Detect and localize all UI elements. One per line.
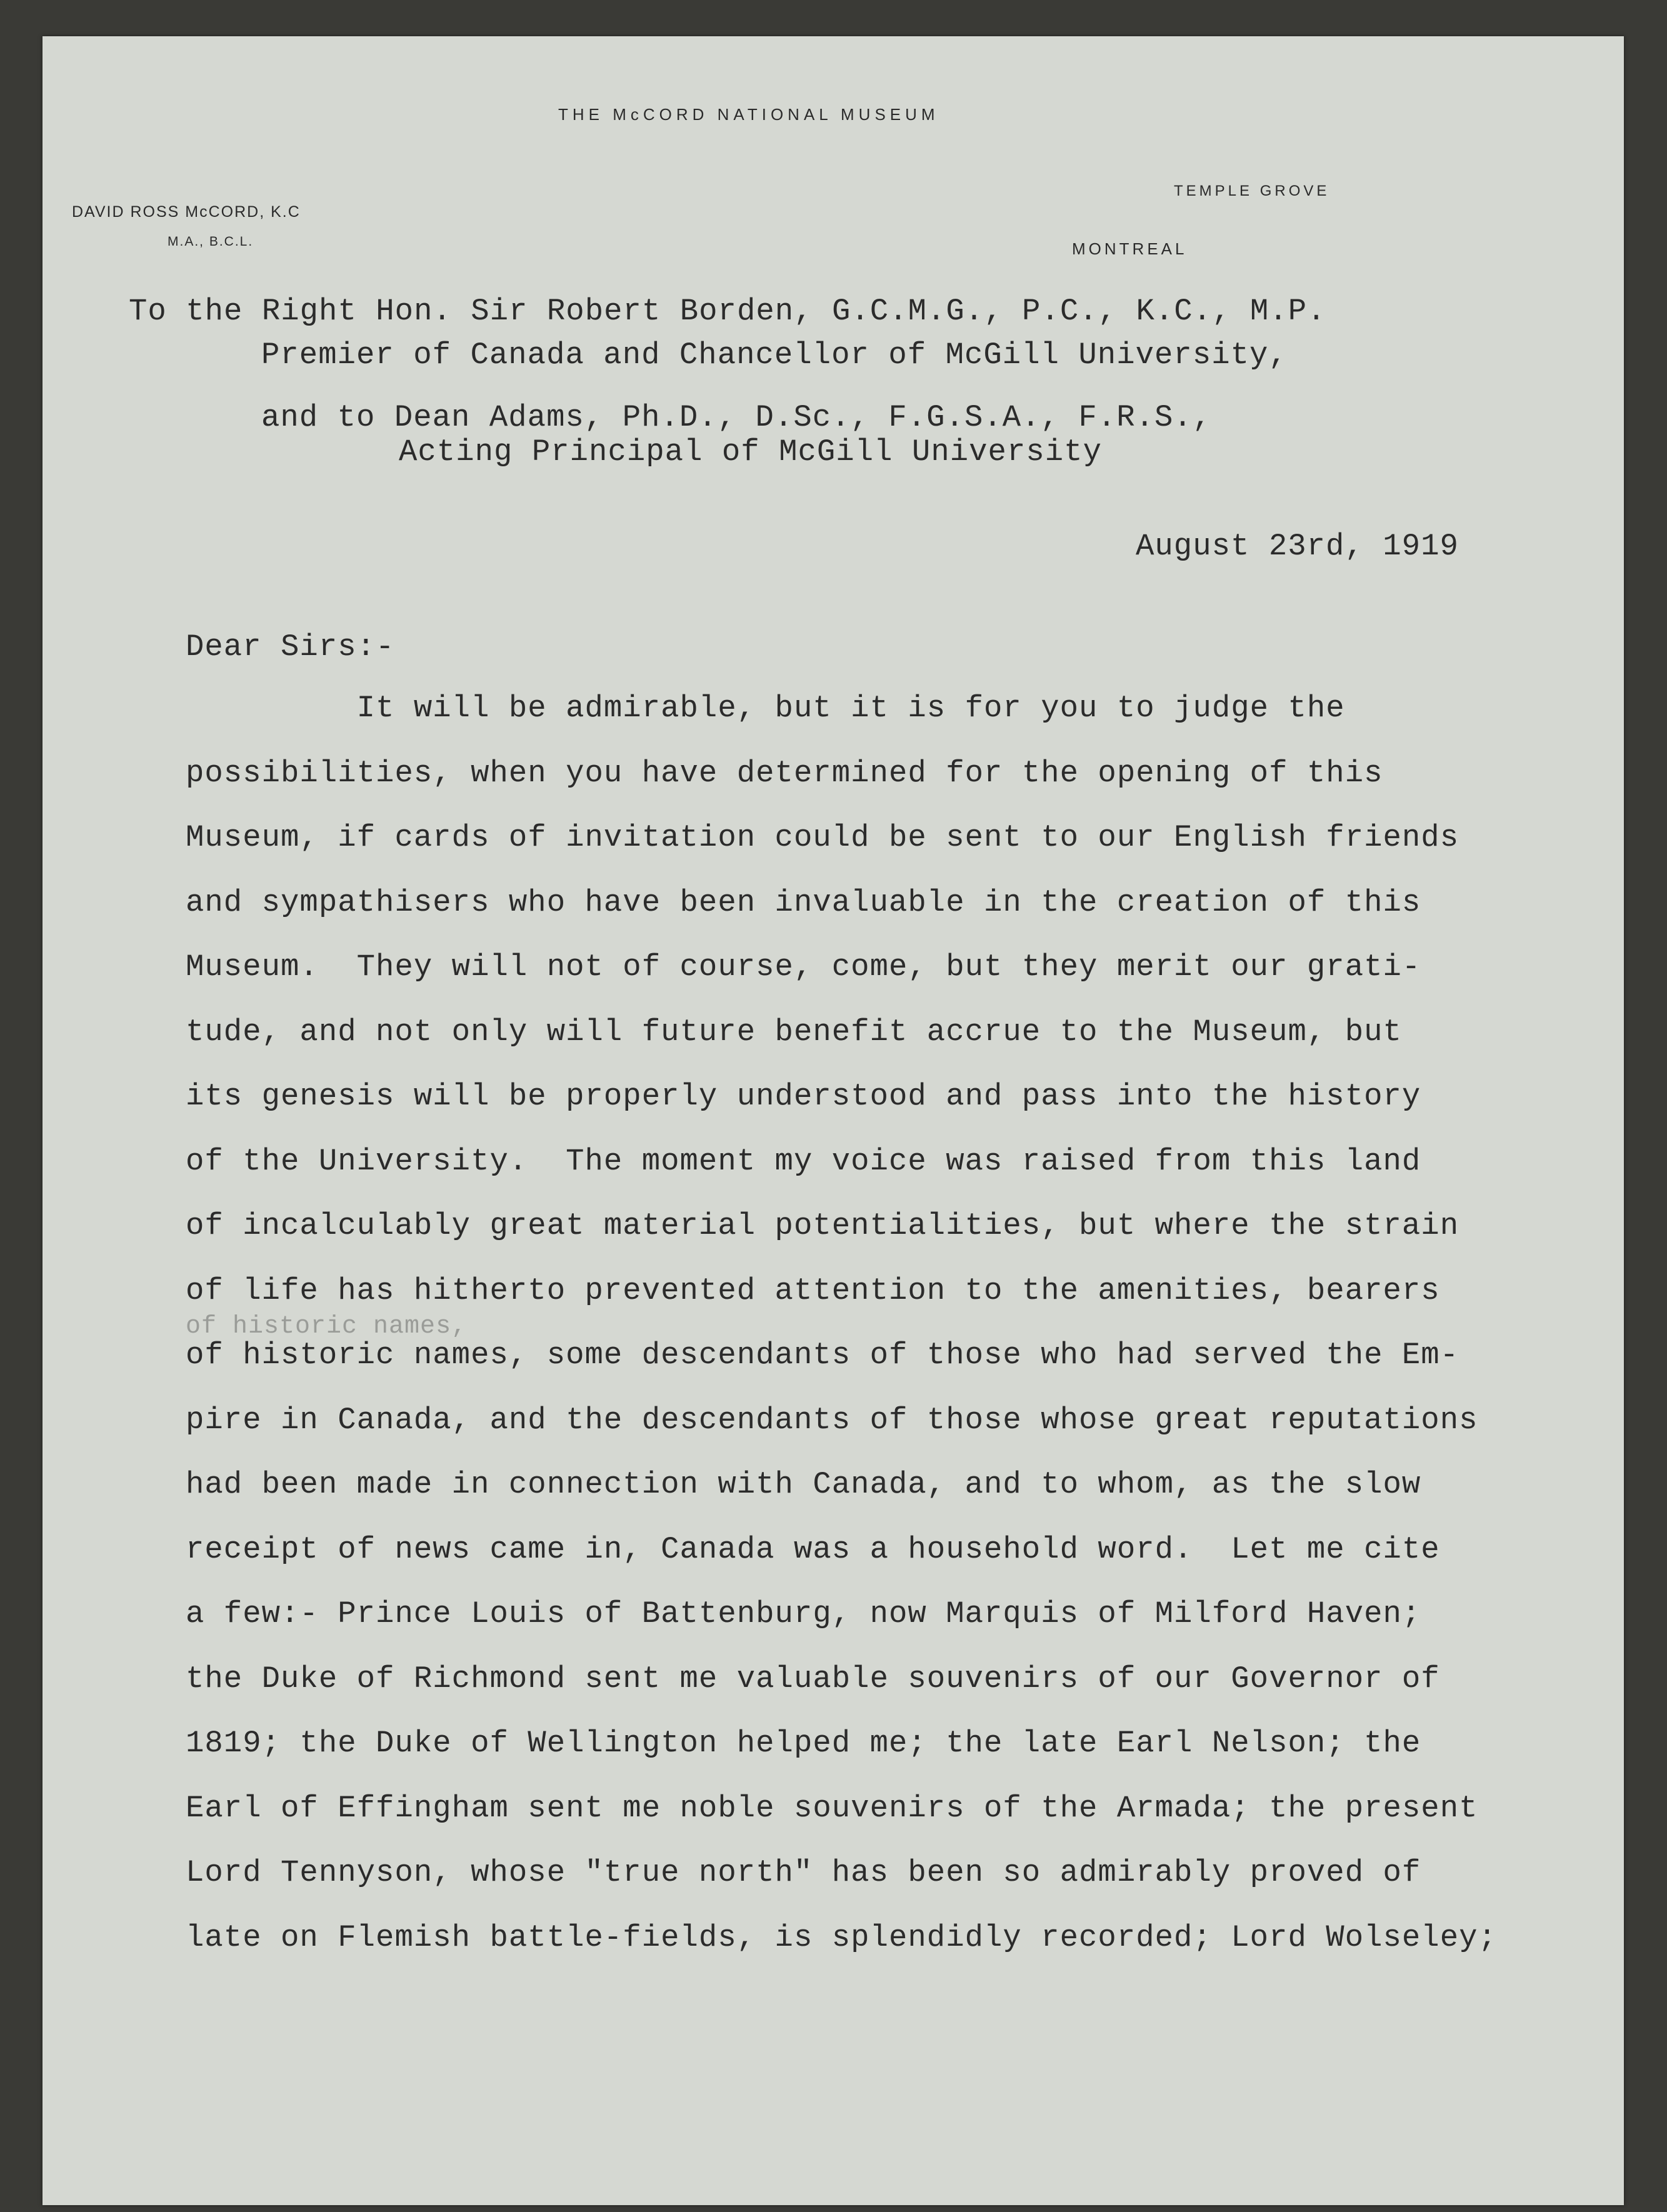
body-line: 1819; the Duke of Wellington helped me; the late Earl Nelson; the [186, 1726, 1421, 1761]
struck-through-text: of historic names, [186, 1313, 468, 1341]
body-line: Lord Tennyson, whose "true north" has been so admirably proved of [186, 1855, 1421, 1890]
sender-degrees: M.A., B.C.L. [168, 234, 254, 249]
body-line: possibilities, when you have determined for the opening of this [186, 756, 1383, 791]
address-temple-grove: TEMPLE GROVE [1174, 183, 1330, 199]
recipient-line-1: To the Right Hon. Sir Robert Borden, G.C.M.G., P.C., K.C., M.P. [129, 294, 1326, 329]
address-city: MONTREAL [1072, 239, 1188, 258]
body-line: of the University. The moment my voice was raised from this land [186, 1144, 1421, 1179]
body-line: Museum. They will not of course, come, but they merit our grati- [186, 949, 1421, 984]
body-line: of life has hitherto prevented attention to the amenities, bearers [186, 1273, 1440, 1308]
body-line: tude, and not only will future benefit accrue to the Museum, but [186, 1014, 1402, 1049]
body-line: and sympathisers who have been invaluable in the creation of this [186, 885, 1421, 920]
recipient-line-2: Premier of Canada and Chancellor of McGill University, [261, 338, 1288, 373]
body-line: pire in Canada, and the descendants of those whose great reputations [186, 1403, 1478, 1438]
body-line: had been made in connection with Canada, and to whom, as the slow [186, 1467, 1421, 1502]
body-line: Museum, if cards of invitation could be sent to our English friends [186, 820, 1459, 855]
recipient-line-4: Acting Principal of McGill University [399, 434, 1102, 469]
sender-name: DAVID ROSS McCORD, K.C [72, 203, 301, 221]
body-line: It will be admirable, but it is for you to judge the [186, 691, 1345, 726]
letter-date: August 23rd, 1919 [1136, 529, 1459, 564]
museum-name: THE McCORD NATIONAL MUSEUM [558, 105, 939, 124]
salutation: Dear Sirs:- [186, 629, 395, 664]
body-line: of incalculably great material potentialities, but where the strain [186, 1208, 1459, 1243]
body-line: receipt of news came in, Canada was a household word. Let me cite [186, 1532, 1440, 1567]
body-line: its genesis will be properly understood and pass into the history [186, 1079, 1421, 1114]
body-line: a few:- Prince Louis of Battenburg, now Marquis of Milford Haven; [186, 1596, 1421, 1631]
recipient-line-3: and to Dean Adams, Ph.D., D.Sc., F.G.S.A., F.R.S., [261, 400, 1212, 435]
body-line: late on Flemish battle-fields, is splendidly recorded; Lord Wolseley; [186, 1920, 1497, 1955]
body-line: Earl of Effingham sent me noble souvenirs of the Armada; the present [186, 1791, 1478, 1826]
body-line: the Duke of Richmond sent me valuable souvenirs of our Governor of [186, 1661, 1440, 1696]
body-line: of historic names, some descendants of those who had served the Em- [186, 1338, 1459, 1373]
